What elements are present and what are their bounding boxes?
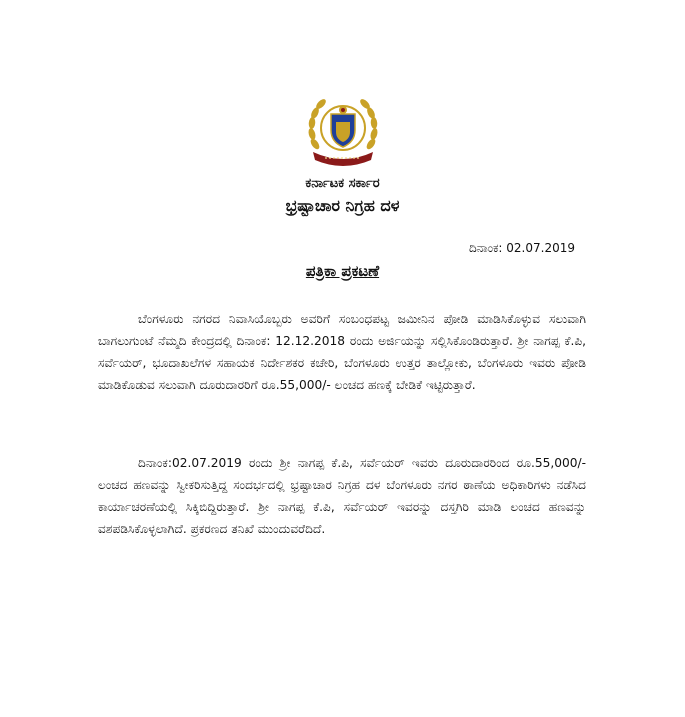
- government-name: ಕರ್ನಾಟಕ ಸರ್ಕಾರ: [305, 176, 380, 191]
- paragraph-1: ಬೆಂಗಳೂರು ನಗರದ ನಿವಾಸಿಯೊಬ್ಬರು ಅವರಿಗೆ ಸಂಬಂಧಪಟ್ಟ ಜಮೀನಿನ ಪೋಡಿ ಮಾಡಿಸಿಕೊಳ್ಳುವ ಸಲುವಾಗಿ ಬಾಗಲುಗುಂಟೆ ನೆಮ್ಮದಿ ಕೇಂದ್ರದಲ್ಲಿ ದಿನಾಂಕ: 12.12.2018 ರಂದು ಅರ್ಜಿಯನ್ನು ಸಲ್ಲಿಸಿಕೊಂಡಿರುತ್ತಾರೆ. ಶ್ರೀ ನಾಗಪ್ಪ ಕೆ.ಪಿ, ಸರ್ವೆಯರ್, ಭೂದಾಖಲೆಗಳ ಸಹಾಯಕ ನಿರ್ದೇಶಕರ ಕಚೇರಿ, ಬೆಂಗಳೂರು ಉತ್ತರ ತಾಲ್ಲೋಕು, ಬೆಂಗಳೂರು ಇವರು ಪೋಡಿ ಮಾಡಿಕೊಡುವ ಸಲುವಾಗಿ ದೂರುದಾರರಿಗೆ ರೂ.55,000/- ಲಂಚದ ಹಣಕ್ಕೆ ಬೇಡಿಕೆ ಇಟ್ಟಿರುತ್ತಾರೆ.: [98, 312, 586, 392]
- date-line: ದಿನಾಂಕ: 02.07.2019: [469, 241, 575, 255]
- press-release-heading: ಪತ್ರಿಕಾ ಪ್ರಕಟಣೆ: [305, 262, 380, 280]
- karnataka-acb-emblem-icon: [303, 92, 383, 172]
- paragraph-2: ದಿನಾಂಕ:02.07.2019 ರಂದು ಶ್ರೀ ನಾಗಪ್ಪ ಕೆ.ಪಿ, ಸರ್ವೆಯರ್ ಇವರು ದೂರುದಾರರಿಂದ ರೂ.55,000/- ಲಂಚದ ಹಣವನ್ನು ಸ್ವೀಕರಿಸುತ್ತಿದ್ದ ಸಂದರ್ಭದಲ್ಲಿ ಭ್ರಷ್ಟಾಚಾರ ನಿಗ್ರಹ ದಳ ಬೆಂಗಳೂರು ನಗರ ಠಾಣೆಯ ಅಧಿಕಾರಿಗಳು ನಡೆಸಿದ ಕಾರ್ಯಾಚರಣೆಯಲ್ಲಿ ಸಿಕ್ಕಿಬಿದ್ದಿರುತ್ತಾರೆ. ಶ್ರೀ ನಾಗಪ್ಪ ಕೆ.ಪಿ, ಸರ್ವೆಯರ್ ಇವರನ್ನು ದಸ್ತಗಿರಿ ಮಾಡಿ ಲಂಚದ ಹಣವನ್ನು ವಶಪಡಿಸಿಕೊಳ್ಳಲಾಗಿದೆ. ಪ್ರಕರಣದ ತನಿಖೆ ಮುಂದುವರೆದಿದೆ.: [98, 456, 586, 536]
- department-name: ಭ್ರಷ್ಟಾಚಾರ ನಿಗ್ರಹ ದಳ: [285, 196, 400, 215]
